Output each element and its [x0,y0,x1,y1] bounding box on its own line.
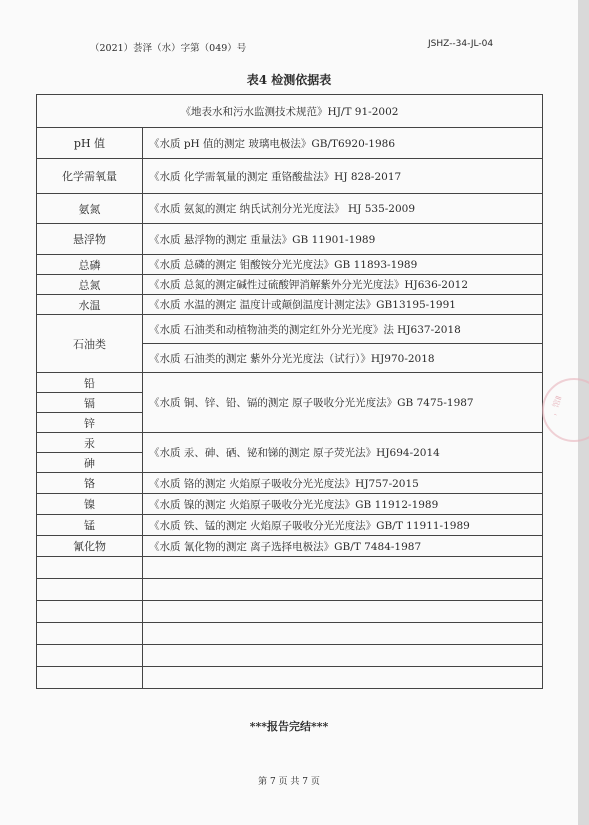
item-cell: 汞 [37,433,143,453]
empty-row [37,579,543,601]
standard-cell: 《水质 铬的测定 火焰原子吸收分光光度法》HJ757-2015 [143,473,543,494]
item-cell: 砷 [37,453,143,473]
standard-cell: 《水质 氰化物的测定 离子选择电极法》GB/T 7484-1987 [143,536,543,557]
doc-number: （2021）荟泽（水）字第（049）号 [90,43,247,54]
page-footer: 第 7 页 共 7 页 [258,777,320,787]
empty-row [37,601,543,623]
empty-cell [143,645,543,667]
empty-row [37,623,543,645]
standard-cell: 《水质 铜、锌、铅、镉的测定 原子吸收分光光度法》GB 7475-1987 [143,373,543,433]
table-row [37,159,543,194]
standard-cell: 《水质 总磷的测定 钼酸铵分光光度法》GB 11893-1989 [143,255,543,275]
item-cell: pH 值 [37,128,143,159]
table-header-row [37,95,543,128]
standard-cell: 《水质 汞、砷、硒、铋和锑的测定 原子荧光法》HJ694-2014 [143,433,543,473]
item-cell: 锌 [37,413,143,433]
item-cell: 镉 [37,393,143,413]
item-cell: 锰 [37,515,143,536]
table-row [37,373,543,393]
standard-cell: 《水质 总氮的测定碱性过硫酸钾消解紫外分光光度法》HJ636-2012 [143,275,543,295]
standard-cell: 《水质 铁、锰的测定 火焰原子吸收分光光度法》GB/T 11911-1989 [143,515,543,536]
empty-row [37,667,543,689]
table-row [37,224,543,255]
table-row [37,473,543,494]
empty-cell [37,667,143,689]
item-cell: 水温 [37,295,143,315]
table-row [37,494,543,515]
table-row [37,194,543,224]
standard-cell: 《水质 pH 值的测定 玻璃电极法》GB/T6920-1986 [143,128,543,159]
empty-cell [143,557,543,579]
table-row [37,255,543,275]
table-row [37,515,543,536]
item-cell: 氰化物 [37,536,143,557]
table-header: 《地表水和污水监测技术规范》HJ/T 91-2002 [37,95,543,128]
empty-row [37,557,543,579]
item-cell: 总氮 [37,275,143,295]
item-cell: 铅 [37,373,143,393]
table-row [37,275,543,295]
standard-cell: 《水质 石油类的测定 紫外分光光度法（试行）》HJ970-2018 [143,344,543,373]
standard-cell: 《水质 石油类和动植物油类的测定红外分光光度》法 HJ637-2018 [143,315,543,344]
table-row [37,536,543,557]
table-row [37,315,543,344]
table-row [37,295,543,315]
item-cell: 镍 [37,494,143,515]
standard-cell: 《水质 镍的测定 火焰原子吸收分光光度法》GB 11912-1989 [143,494,543,515]
form-code: JSHZ--34-JL-04 [428,39,494,49]
empty-cell [37,645,143,667]
item-cell: 氨氮 [37,194,143,224]
empty-cell [37,579,143,601]
table-row [37,128,543,159]
item-cell: 石油类 [37,315,143,373]
empty-cell [37,557,143,579]
item-cell: 悬浮物 [37,224,143,255]
item-cell: 总磷 [37,255,143,275]
table-row [37,433,543,453]
empty-cell [37,601,143,623]
basis-table [36,94,543,689]
empty-cell [143,601,543,623]
standard-cell: 《水质 化学需氧量的测定 重铬酸盐法》HJ 828-2017 [143,159,543,194]
seal-fragment-text: ，馆Ⅱ [548,394,564,417]
empty-row [37,645,543,667]
standard-cell: 《水质 悬浮物的测定 重量法》GB 11901-1989 [143,224,543,255]
empty-cell [37,623,143,645]
empty-cell [143,579,543,601]
empty-cell [143,667,543,689]
item-cell: 铬 [37,473,143,494]
standard-cell: 《水质 氨氮的测定 纳氏试剂分光光度法》 HJ 535-2009 [143,194,543,224]
item-cell: 化学需氧量 [37,159,143,194]
empty-cell [143,623,543,645]
table-title: 表4 检测依据表 [246,73,332,87]
report-end-text: ***报告完结*** [249,720,329,733]
standard-cell: 《水质 水温的测定 温度计或颠倒温度计测定法》GB13195-1991 [143,295,543,315]
